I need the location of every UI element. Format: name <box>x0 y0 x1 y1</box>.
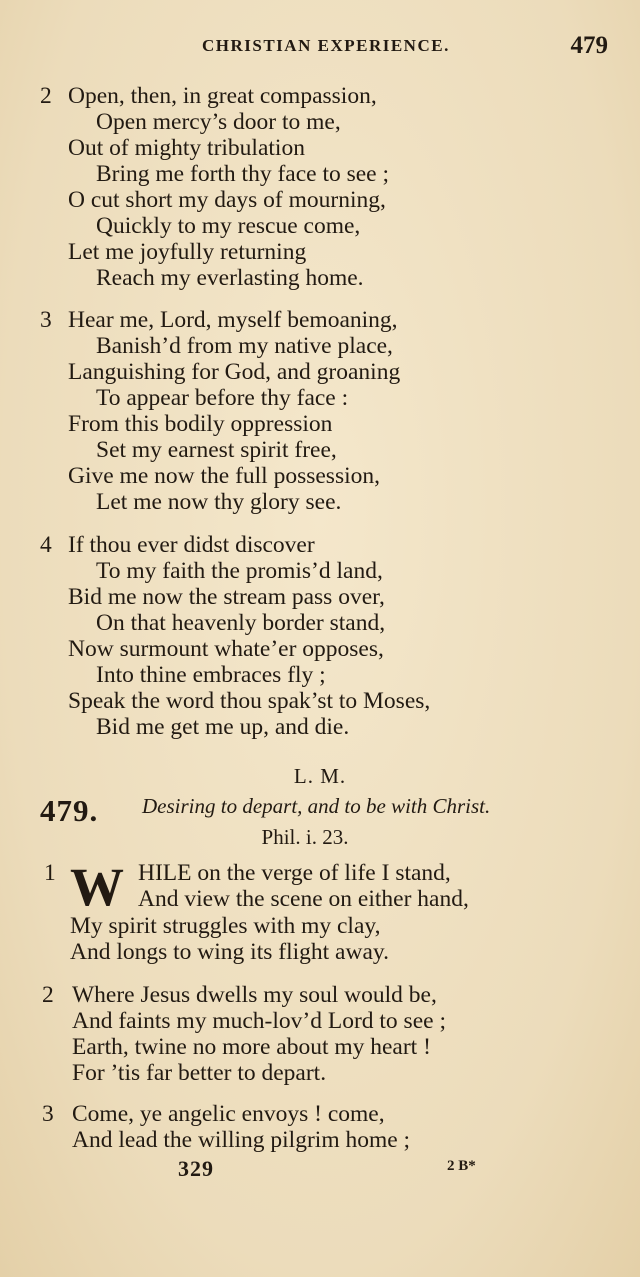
verse-line: Let me joyfully returning <box>68 239 307 265</box>
verse-line: Speak the word thou spak’st to Moses, <box>68 688 431 714</box>
verse-line: My spirit struggles with my clay, <box>70 913 381 939</box>
verse-line: Set my earnest spirit free, <box>96 437 337 463</box>
scripture-reference: Phil. i. 23. <box>261 825 349 849</box>
verse-line: Bid me get me up, and die. <box>96 714 350 740</box>
verse-line: Out of mighty tribulation <box>68 135 305 161</box>
verse-line: Let me now thy glory see. <box>96 489 342 515</box>
verse-line: Earth, twine no more about my heart ! <box>72 1034 431 1060</box>
verse-line: If thou ever didst discover <box>68 532 315 558</box>
verse-line: And faints my much-lov’d Lord to see ; <box>72 1008 446 1034</box>
verse-line: Reach my everlasting home. <box>96 265 364 291</box>
page-header <box>0 34 640 64</box>
hymn-title: Desiring to depart, and to be with Christ. <box>142 794 491 818</box>
verse-line: Now surmount whate’er opposes, <box>68 636 384 662</box>
verse-line: Open, then, in great compassion, <box>68 83 377 109</box>
verse-line: Come, ye angelic envoys ! come, <box>72 1101 385 1127</box>
verse-line: Banish’d from my native place, <box>96 333 393 359</box>
verse-line: Bring me forth thy face to see ; <box>96 161 390 187</box>
verse-line: Languishing for God, and groaning <box>68 359 401 385</box>
drop-cap: W <box>70 857 124 917</box>
running-title: CHRISTIAN EXPERIENCE. <box>202 36 450 55</box>
verse-line: For ’tis far better to depart. <box>72 1060 327 1086</box>
signature-mark: 2 B* <box>447 1158 476 1174</box>
verse-line: On that heavenly border stand, <box>96 610 386 636</box>
verse-line: And longs to wing its flight away. <box>70 939 389 965</box>
verse-line: Into thine embraces fly ; <box>96 662 326 688</box>
verse-line: O cut short my days of mourning, <box>68 187 386 213</box>
verse-line: Hear me, Lord, myself bemoaning, <box>68 307 398 333</box>
hymn-number: 479. <box>40 793 99 828</box>
stanza-number: 4 <box>40 532 52 558</box>
stanza-number: 2 <box>40 83 52 109</box>
verse-line: And view the scene on either hand, <box>138 886 469 912</box>
verse-line: From this bodily oppression <box>68 411 333 437</box>
stanza-number: 3 <box>42 1101 54 1127</box>
verse-line: And lead the willing pilgrim home ; <box>72 1127 411 1153</box>
verse-line: Open mercy’s door to me, <box>96 109 341 135</box>
verse-line: Bid me now the stream pass over, <box>68 584 385 610</box>
hymn-meter: L. M. <box>293 764 347 788</box>
verse-line: To my faith the promis’d land, <box>96 558 383 584</box>
verse-line: Quickly to my rescue come, <box>96 213 361 239</box>
stanza-number: 3 <box>40 307 52 333</box>
stanza-number: 1 <box>44 860 56 886</box>
verse-line: HILE on the verge of life I stand, <box>138 860 451 886</box>
verse-line: Give me now the full possession, <box>68 463 380 489</box>
footer-page-number: 329 <box>178 1156 214 1181</box>
verse-line: Where Jesus dwells my soul would be, <box>72 982 437 1008</box>
page-number: 479 <box>570 32 608 59</box>
stanza-number: 2 <box>42 982 54 1008</box>
verse-line: To appear before thy face : <box>96 385 349 411</box>
